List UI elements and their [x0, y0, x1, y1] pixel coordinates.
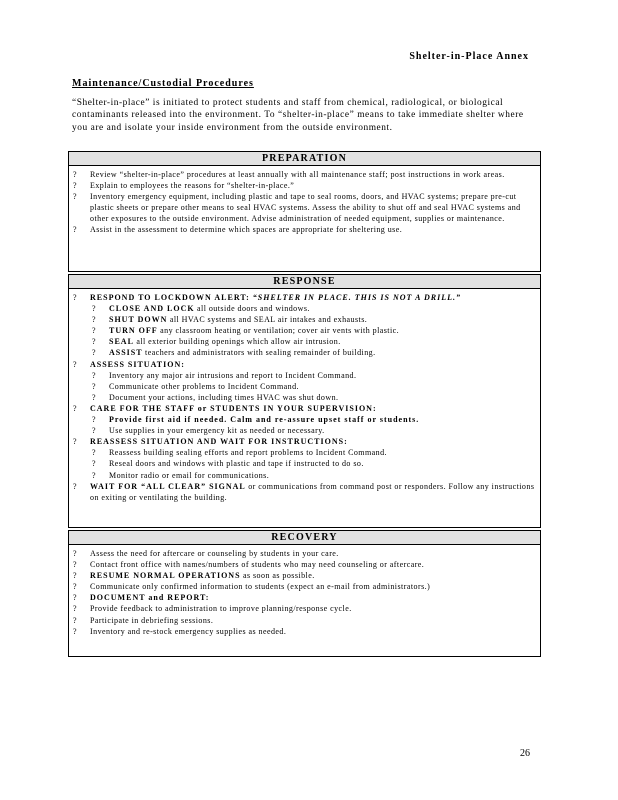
- sub-item: ? Inventory any major air intrusions and report to Incident Command.: [92, 370, 357, 380]
- annex-title: Shelter-in-Place Annex: [409, 51, 529, 62]
- preparation-box: [68, 151, 541, 272]
- list-item: ? Assess the need for aftercare or counseling by students in your care.: [73, 549, 339, 558]
- sub-item: ? Reassess building sealing efforts and report problems to Incident Command.: [92, 448, 387, 458]
- response-heading: RESPONSE: [69, 275, 540, 289]
- response-box: [68, 274, 541, 528]
- list-item: ? Review “shelter-in-place” procedures at least annually with all maintenance staff; post instructions in work areas.: [73, 170, 505, 179]
- sub-item: ? Monitor radio or email for communications.: [92, 470, 270, 480]
- intro-paragraph: “Shelter-in-place” is initiated to protect students and staff from chemical, radiological, or biological contaminants released into the environment. To “shelter-in-place” means to take immediate shelter where you are and isolate your inside environment from the outside environment.: [72, 98, 524, 133]
- recovery-heading: RECOVERY: [69, 531, 540, 545]
- sub-item: ? SEAL all exterior building openings which allow air intrusion.: [92, 337, 341, 347]
- list-item: ? Assist in the assessment to determine which spaces are appropriate for sheltering use.: [73, 225, 403, 235]
- sub-item: ? CLOSE AND LOCK all outside doors and windows.: [92, 304, 310, 314]
- sub-item: ? Use supplies in your emergency kit as needed or necessary.: [92, 426, 325, 436]
- list-item: ? Provide feedback to administration to improve planning/response cycle.: [73, 604, 352, 614]
- page-number: 26: [520, 748, 530, 759]
- list-item: ? Communicate only confirmed information to students (expect an e-mail from administrators.): [73, 582, 431, 592]
- list-item: ? Participate in debriefing sessions.: [73, 615, 214, 625]
- list-item: ? DOCUMENT and REPORT:: [73, 593, 210, 603]
- sub-item: ? Reseal doors and windows with plastic and tape if instructed to do so.: [92, 459, 364, 469]
- sub-item: ? Provide first aid if needed. Calm and re-assure upset staff or students.: [92, 415, 420, 425]
- list-item: ? REASSESS SITUATION AND WAIT FOR INSTRUCTIONS:: [73, 437, 348, 447]
- preparation-heading: PREPARATION: [69, 152, 540, 166]
- section-title: Maintenance/Custodial Procedures: [72, 78, 254, 89]
- list-item: ? ASSESS SITUATION:: [73, 359, 185, 369]
- list-item: ? Contact front office with names/numbers of students who may need counseling or aftercare.: [73, 560, 425, 570]
- list-item: ? WAIT FOR “ALL CLEAR” SIGNAL or communications from command post or responders. Follow any instructions on exiting or ventilating the building.: [73, 481, 535, 502]
- list-item: ? RESPOND TO LOCKDOWN ALERT: “SHELTER IN PLACE. THIS IS NOT A DRILL.”: [73, 293, 462, 302]
- sub-item: ? SHUT DOWN all HVAC systems and SEAL air intakes and exhausts.: [92, 315, 368, 325]
- list-item: ? Inventory and re-stock emergency supplies as needed.: [73, 626, 287, 636]
- list-item: ? RESUME NORMAL OPERATIONS as soon as possible.: [73, 571, 315, 581]
- list-item: ? CARE FOR THE STAFF or STUDENTS IN YOUR SUPERVISION:: [73, 403, 377, 413]
- recovery-box: [68, 530, 541, 657]
- sub-item: ? TURN OFF any classroom heating or ventilation; cover air vents with plastic.: [92, 326, 400, 336]
- sub-item: ? Document your actions, including times HVAC was shut down.: [92, 392, 339, 402]
- sub-item: ? Communicate other problems to Incident Command.: [92, 381, 300, 391]
- list-item: ? Explain to employees the reasons for “shelter-in-place.”: [73, 181, 295, 191]
- list-item: ? Inventory emergency equipment, including plastic and tape to seal rooms, doors, and HVAC systems; prepare pre-cut plastic sheets or prepare other means to seal HVAC systems. Assess the ability to shut off and seal HVAC systems and other exposures to the outside environment. Advise administration of needed equipment, supplies or maintenance.: [73, 192, 521, 224]
- sub-item: ? ASSIST teachers and administrators with sealing remainder of building.: [92, 348, 376, 358]
